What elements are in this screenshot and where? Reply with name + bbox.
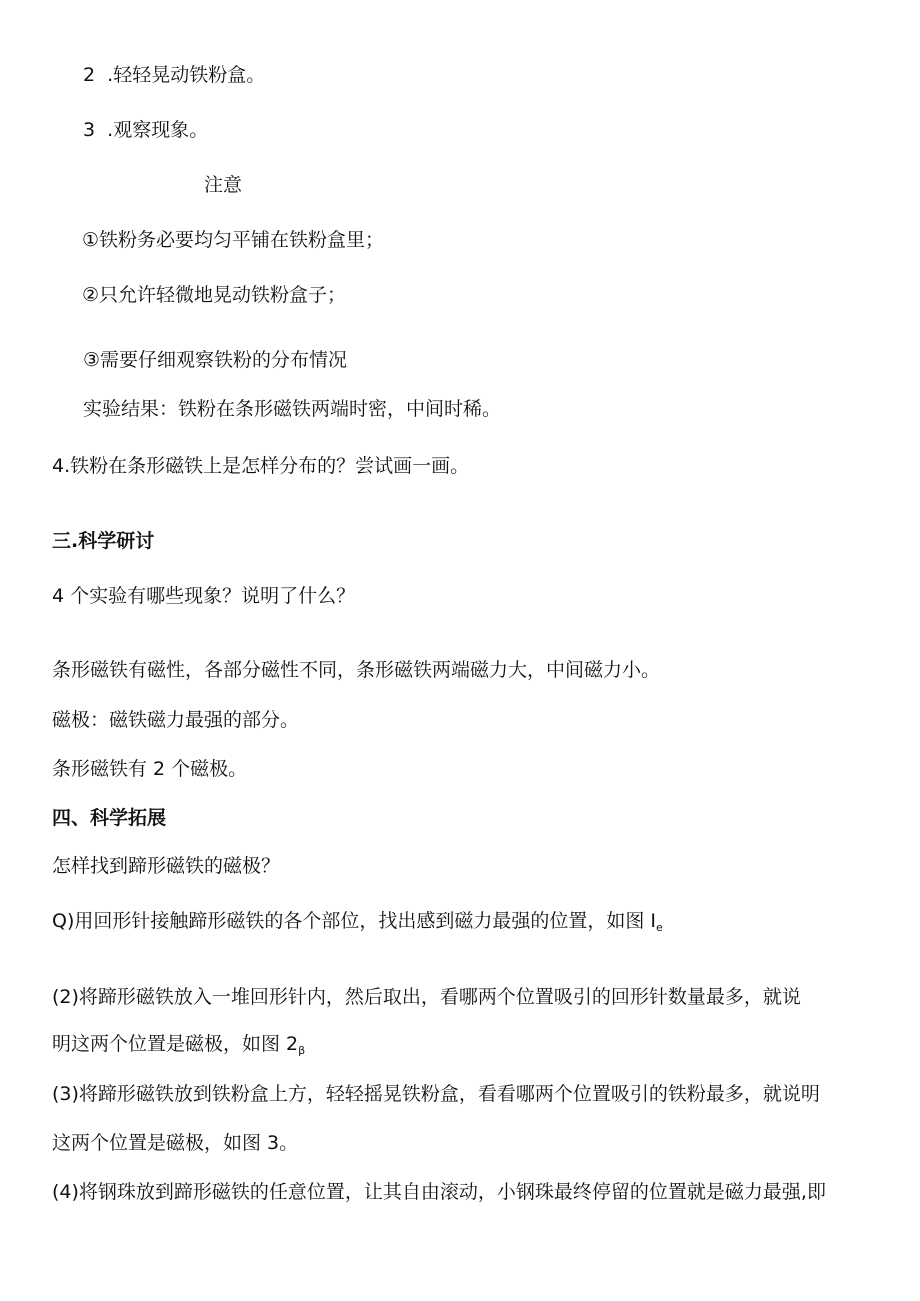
method-3-line-2: 这两个位置是磁极，如图 3。 (52, 1132, 299, 1154)
method-1 (52, 908, 663, 941)
experiment-result: 实验结果：铁粉在条形磁铁两端时密，中间时稀。 (83, 398, 502, 420)
section-3-question: 4 个实验有哪些现象？说明了什么？ (52, 585, 356, 607)
section-4-heading: 四、科学拓展 (52, 807, 167, 829)
section-3-paragraph-1: 条形磁铁有磁性，各部分磁性不同，条形磁铁两端磁力大，中间磁力小。 (52, 659, 661, 681)
note-1: ①铁粉务必要均匀平铺在铁粉盒里； (82, 229, 385, 251)
note-3: ③需要仔细观察铁粉的分布情况 (83, 349, 348, 371)
method-2-line-2 (52, 1031, 305, 1064)
method-3-line-1: (3)将蹄形磁铁放到铁粉盒上方，轻轻摇晃铁粉盒，看看哪两个位置吸引的铁粉最多，就说明 (52, 1083, 820, 1105)
method-2-line-1: (2)将蹄形磁铁放入一堆回形针内，然后取出，看哪两个位置吸引的回形针数量最多，就说 (52, 986, 801, 1008)
method-1-text: Q)用回形针接触蹄形磁铁的各个部位，找出感到磁力最强的位置，如图 I (52, 910, 657, 932)
method-1-subscript: e (656, 921, 663, 934)
notes-title: 注意 (204, 174, 243, 196)
method-4-line-1: (4)将钢珠放到蹄形磁铁的任意位置，让其自由滚动，小钢珠最终停留的位置就是磁力最强,即 (52, 1181, 826, 1203)
section-4-question: 怎样找到蹄形磁铁的磁极？ (52, 855, 281, 877)
section-3-paragraph-3: 条形磁铁有 2 个磁极。 (52, 758, 248, 780)
method-2-subscript: β (298, 1044, 306, 1057)
step-2: 2 .轻轻晃动铁粉盒。 (83, 64, 266, 86)
note-2: ②只允许轻微地晃动铁粉盒子； (82, 284, 347, 306)
question-4: 4.铁粉在条形磁铁上是怎样分布的？尝试画一画。 (52, 455, 470, 477)
method-2-line-2-text: 明这两个位置是磁极，如图 2 (52, 1033, 299, 1055)
section-3-paragraph-2: 磁极：磁铁磁力最强的部分。 (52, 709, 300, 731)
step-3: 3 .观察现象。 (83, 119, 209, 141)
section-3-heading: 三.科学研讨 (52, 530, 155, 552)
